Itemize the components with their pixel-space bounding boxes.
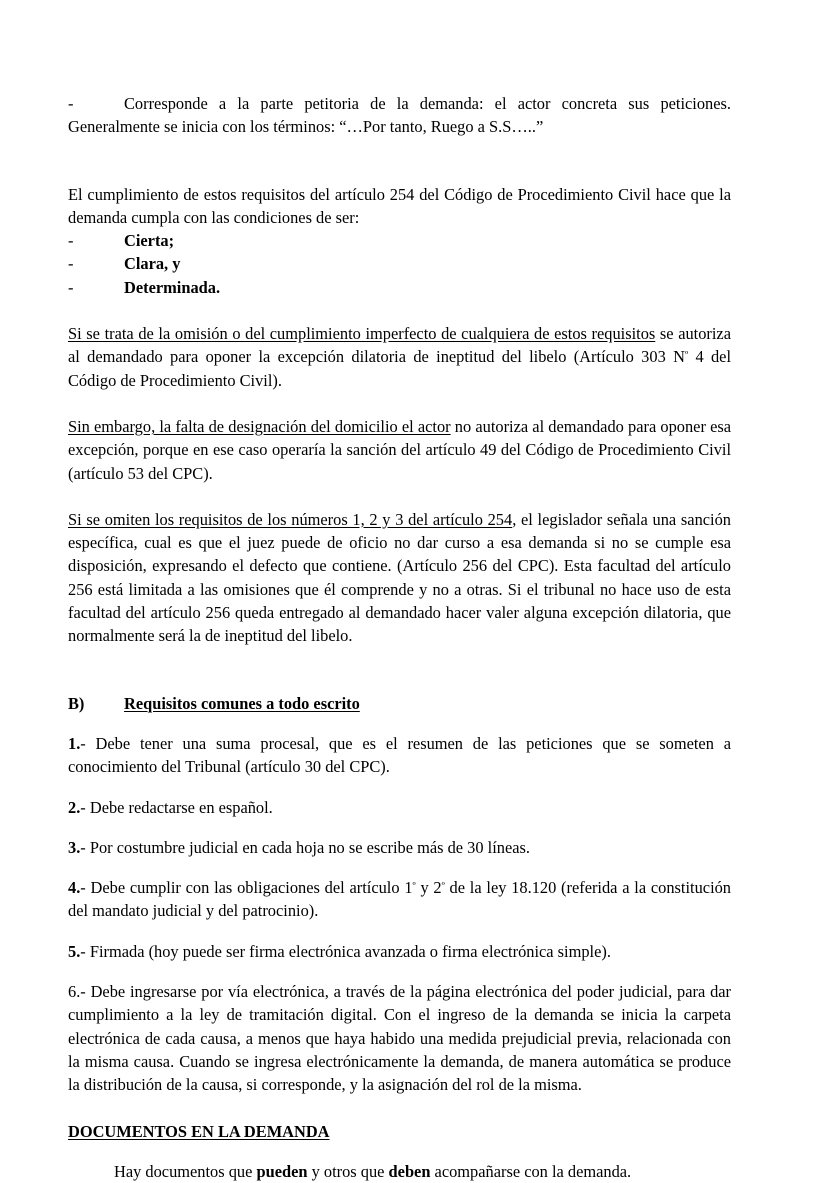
list-item-number: 6.	[68, 982, 81, 1002]
list-item-text: - Firmada (hoy puede ser firma electrónica avanzada o firma electrónica simple).	[80, 941, 611, 961]
list-item-number: 2.	[68, 797, 81, 817]
list-item-5	[68, 940, 731, 963]
list-item-6	[68, 980, 731, 1096]
paragraph-petitoria	[68, 92, 731, 139]
spacer	[68, 963, 731, 980]
list-item-number: 1.	[68, 733, 81, 753]
spacer	[68, 485, 731, 508]
paragraph-omision-underlined: Si se trata de la omisión o del cumplimiento imperfecto de cualquiera de estos requisitos	[68, 324, 656, 344]
bullet-label: Cierta;	[124, 231, 175, 251]
paragraph-omiten-underlined: Si se omiten los requisitos de los números 1, 2 y 3 del artículo 254	[68, 509, 513, 529]
spacer	[68, 859, 731, 876]
bullet-item-clara	[68, 252, 731, 275]
bullet-item-determinada	[68, 276, 731, 299]
paragraph-petitoria-text: Corresponde a la parte petitoria de la demanda: el actor concreta sus peticiones. Generalmente se inicia con los términos: “…Por tanto, Ruego a S.S…..”	[68, 94, 731, 137]
paragraph-omision-rest-b: 4 del Código de Procedimiento Civil).	[68, 347, 732, 390]
closing-text-a: Hay documentos que	[114, 1161, 257, 1181]
paragraph-domicilio-underlined: Sin embargo, la falta de designación del domicilio el actor	[68, 416, 451, 436]
document-body	[68, 92, 731, 1183]
list-item-1	[68, 732, 731, 779]
spacer	[68, 1097, 731, 1120]
spacer	[68, 715, 731, 732]
section-heading-b	[68, 692, 731, 715]
ordinal-superscript: º	[412, 880, 416, 892]
list-item-text: - Debe redactarse en español.	[80, 797, 273, 817]
spacer	[68, 139, 731, 183]
paragraph-omision	[68, 322, 731, 392]
ordinal-superscript: º	[441, 880, 445, 892]
bullet-dash: -	[68, 277, 74, 297]
section-title: Requisitos comunes a todo escrito	[124, 693, 360, 713]
bullet-label: Clara, y	[124, 254, 181, 274]
bullet-dash: -	[68, 94, 74, 113]
list-item-2	[68, 796, 731, 819]
paragraph-omiten-rest: , el legislador señala una sanción específica, cual es que el juez puede de oficio no dar curso a esa demanda si no se cumple esa disposición, expresando el defecto que contiene. (Artículo 256 del CPC). Esta facultad del artículo 256 está limitada a las omisiones que él comprende y no a otras. Si el tribunal no hace uso de esta facultad del artículo 256 queda entregado al demandado hacer valer alguna excepción dilatoria, que normalmente será la de ineptitud del libelo.	[68, 509, 731, 646]
section-letter: B)	[68, 693, 85, 713]
list-item-text: - Debe tener una suma procesal, que es el resumen de las peticiones que se someten a conocimiento del Tribunal (artículo 30 del CPC).	[68, 733, 731, 777]
spacer	[68, 392, 731, 415]
ordinal-superscript: º	[684, 350, 689, 362]
list-item-4	[68, 876, 731, 923]
spacer	[68, 1143, 731, 1160]
paragraph-domicilio-rest: no autoriza al demandado para oponer esa excepción, porque en ese caso operaría la sanción del artículo 49 del Código de Procedimiento Civil (artículo 53 del CPC).	[68, 416, 731, 483]
bullet-item-cierta	[68, 229, 731, 252]
closing-bold-deben: deben	[388, 1161, 431, 1181]
heading-documentos-text: DOCUMENTOS EN LA DEMANDA	[68, 1121, 330, 1141]
heading-documentos-en-la-demanda	[68, 1120, 731, 1143]
closing-text-b: y otros que	[307, 1161, 389, 1181]
paragraph-omision-rest-a: se autoriza al demandado para oponer la excepción dilatoria de ineptitud del libelo (Artículo 303 N	[68, 324, 731, 367]
paragraph-omiten-requisitos	[68, 508, 731, 648]
list-item-number: 3.	[68, 837, 81, 857]
list-item-number: 4.	[68, 878, 81, 898]
list-item-3	[68, 836, 731, 859]
closing-bold-pueden: pueden	[256, 1161, 308, 1181]
bullet-dash: -	[68, 231, 74, 251]
spacer	[68, 923, 731, 940]
spacer	[68, 819, 731, 836]
spacer	[68, 299, 731, 322]
bullet-dash: -	[68, 254, 74, 274]
spacer	[68, 648, 731, 692]
bullet-label: Determinada.	[124, 277, 221, 297]
list-item-text-a: - Debe cumplir con las obligaciones del artículo 1	[80, 878, 413, 898]
paragraph-closing	[68, 1160, 731, 1183]
paragraph-domicilio	[68, 415, 731, 485]
paragraph-cumplimiento: El cumplimiento de estos requisitos del artículo 254 del Código de Procedimiento Civil hace que la demanda cumpla con las condiciones de ser:	[68, 184, 731, 227]
closing-text-c: acompañarse con la demanda.	[430, 1161, 632, 1181]
list-item-text: - Por costumbre judicial en cada hoja no se escribe más de 30 líneas.	[80, 837, 530, 857]
list-item-text: - Debe ingresarse por vía electrónica, a través de la página electrónica del poder judicial, para dar cumplimiento a la ley de tramitación digital. Con el ingreso de la demanda se inicia la carpeta electrónica de cada causa, a menos que haya habido una medida prejudicial previa, relacionada con la misma causa. Cuando se ingresa electrónicamente la demanda, de manera automática se produce la distribución de la causa, si corresponde, y la asignación del rol de la misma.	[68, 982, 731, 1095]
spacer	[68, 779, 731, 796]
list-item-text-c: de la ley 18.120 (referida a la constitución del mandato judicial y del patrocinio).	[68, 878, 732, 921]
list-item-text-b: y 2	[415, 878, 442, 898]
list-item-number: 5.	[68, 941, 81, 961]
